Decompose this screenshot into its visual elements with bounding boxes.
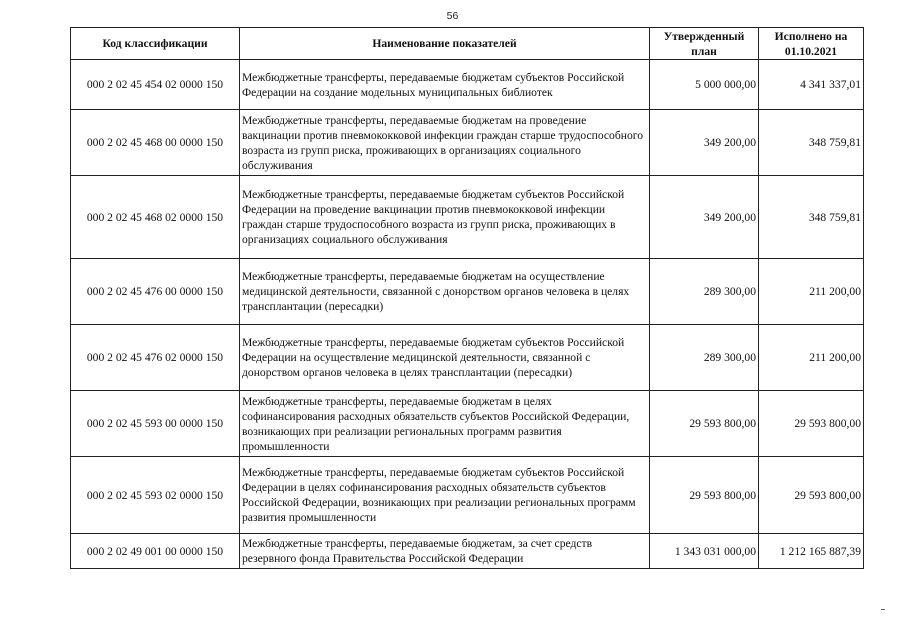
row-plan: 5 000 000,00 — [650, 60, 759, 110]
row-plan: 289 300,00 — [650, 259, 759, 325]
row-name: Межбюджетные трансферты, передаваемые бюджетам субъектов Российской Федерации на проведение вакцинации против пневмококковой инфекции граждан старше трудоспособного возраста из групп риска, проживающих в организациях социального обслуживания — [240, 176, 650, 259]
table-row — [71, 60, 864, 110]
table-row — [71, 457, 864, 534]
row-code: 000 2 02 45 468 02 0000 150 — [71, 176, 240, 259]
row-done: 1 212 165 887,39 — [759, 534, 864, 569]
row-name: Межбюджетные трансферты, передаваемые бюджетам на проведение вакцинации против пневмококковой инфекции граждан старше трудоспособного возраста из групп риска, проживающих в организациях социального обслуживания — [240, 110, 650, 176]
row-code: 000 2 02 49 001 00 0000 150 — [71, 534, 240, 569]
row-plan: 1 343 031 000,00 — [650, 534, 759, 569]
row-name: Межбюджетные трансферты, передаваемые бюджетам субъектов Российской Федерации в целях софинансирования расходных обязательств субъектов Российской Федерации, возникающих при реализации региональных программ развития промышленности — [240, 457, 650, 534]
row-done: 211 200,00 — [759, 325, 864, 391]
row-plan: 29 593 800,00 — [650, 457, 759, 534]
row-done: 29 593 800,00 — [759, 391, 864, 457]
row-name: Межбюджетные трансферты, передаваемые бюджетам в целях софинансирования расходных обязательств субъектов Российской Федерации, возникающих при реализации региональных программ развития промышленности — [240, 391, 650, 457]
table-row — [71, 325, 864, 391]
row-plan: 349 200,00 — [650, 110, 759, 176]
budget-table — [70, 27, 864, 569]
row-name: Межбюджетные трансферты, передаваемые бюджетам, за счет средств резервного фонда Правительства Российской Федерации — [240, 534, 650, 569]
header-plan: Утвержденный план — [650, 28, 759, 60]
row-done: 348 759,81 — [759, 110, 864, 176]
page-number: 56 — [446, 10, 459, 22]
row-code: 000 2 02 45 454 02 0000 150 — [71, 60, 240, 110]
row-done: 29 593 800,00 — [759, 457, 864, 534]
table-row — [71, 176, 864, 259]
row-name: Межбюджетные трансферты, передаваемые бюджетам субъектов Российской Федерации на осуществление медицинской деятельности, связанной с донорством органов человека в целях трансплантации (пересадки) — [240, 325, 650, 391]
header-code: Код классификации — [71, 28, 240, 60]
row-plan: 349 200,00 — [650, 176, 759, 259]
table-row — [71, 110, 864, 176]
table-row — [71, 391, 864, 457]
row-done: 4 341 337,01 — [759, 60, 864, 110]
header-name: Наименование показателей — [240, 28, 650, 60]
table-row — [71, 259, 864, 325]
row-code: 000 2 02 45 476 00 0000 150 — [71, 259, 240, 325]
table-header-row — [71, 28, 864, 60]
row-done: 211 200,00 — [759, 259, 864, 325]
header-done: Исполнено на 01.10.2021 — [759, 28, 864, 60]
row-name: Межбюджетные трансферты, передаваемые бюджетам субъектов Российской Федерации на создание модельных муниципальных библиотек — [240, 60, 650, 110]
table-row — [71, 534, 864, 569]
row-code: 000 2 02 45 468 00 0000 150 — [71, 110, 240, 176]
row-name: Межбюджетные трансферты, передаваемые бюджетам на осуществление медицинской деятельности, связанной с донорством органов человека в целях трансплантации (пересадки) — [240, 259, 650, 325]
row-plan: 29 593 800,00 — [650, 391, 759, 457]
row-code: 000 2 02 45 476 02 0000 150 — [71, 325, 240, 391]
row-code: 000 2 02 45 593 00 0000 150 — [71, 391, 240, 457]
scan-mark — [881, 609, 885, 610]
row-code: 000 2 02 45 593 02 0000 150 — [71, 457, 240, 534]
row-done: 348 759,81 — [759, 176, 864, 259]
row-plan: 289 300,00 — [650, 325, 759, 391]
